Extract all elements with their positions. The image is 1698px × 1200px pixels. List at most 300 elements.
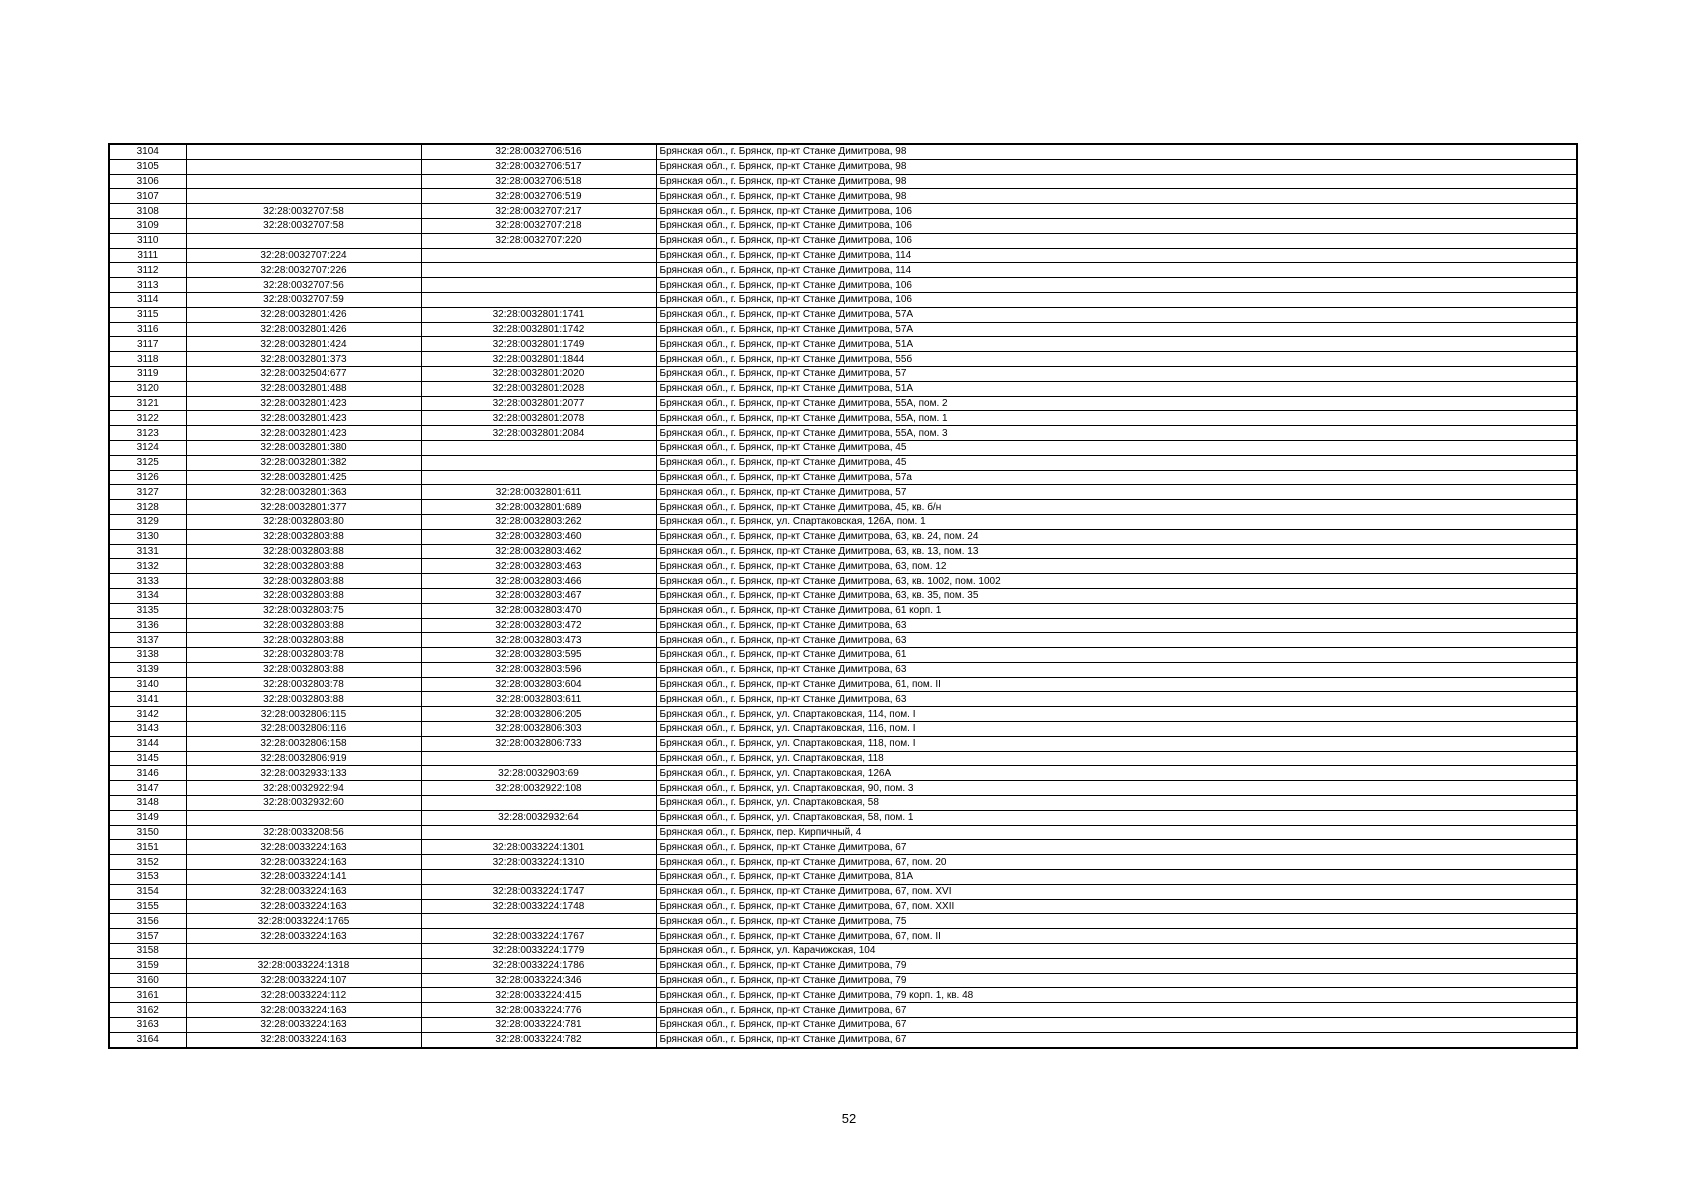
address-cell: Брянская обл., г. Брянск, пр-кт Станке Димитрова, 55б <box>656 352 1577 367</box>
land-cadastral-number-cell: 32:28:0033224:163 <box>186 884 421 899</box>
building-cadastral-number-cell: 32:28:0032803:462 <box>421 544 656 559</box>
row-number-cell: 3108 <box>109 204 186 219</box>
table-row <box>109 603 1577 618</box>
row-number-cell: 3146 <box>109 766 186 781</box>
building-cadastral-number-cell: 32:28:0032801:2077 <box>421 396 656 411</box>
land-cadastral-number-cell: 32:28:0033224:1318 <box>186 958 421 973</box>
address-cell: Брянская обл., г. Брянск, пр-кт Станке Димитрова, 57а <box>656 470 1577 485</box>
land-cadastral-number-cell: 32:28:0032707:58 <box>186 204 421 219</box>
address-cell: Брянская обл., г. Брянск, ул. Спартаковская, 114, пом. I <box>656 707 1577 722</box>
address-cell: Брянская обл., г. Брянск, пр-кт Станке Димитрова, 67, пом. XXII <box>656 899 1577 914</box>
address-cell: Брянская обл., г. Брянск, пр-кт Станке Димитрова, 98 <box>656 144 1577 159</box>
land-cadastral-number-cell: 32:28:0032801:380 <box>186 440 421 455</box>
table-row <box>109 973 1577 988</box>
building-cadastral-number-cell: 32:28:0032801:689 <box>421 500 656 515</box>
land-cadastral-number-cell: 32:28:0032803:75 <box>186 603 421 618</box>
land-cadastral-number-cell: 32:28:0032933:133 <box>186 766 421 781</box>
row-number-cell: 3149 <box>109 810 186 825</box>
address-cell: Брянская обл., г. Брянск, пр-кт Станке Димитрова, 79 <box>656 958 1577 973</box>
row-number-cell: 3112 <box>109 263 186 278</box>
address-cell: Брянская обл., г. Брянск, пр-кт Станке Димитрова, 106 <box>656 292 1577 307</box>
address-cell: Брянская обл., г. Брянск, пр-кт Станке Димитрова, 98 <box>656 189 1577 204</box>
page-number: 52 <box>841 1111 857 1126</box>
land-cadastral-number-cell <box>186 159 421 174</box>
row-number-cell: 3153 <box>109 870 186 885</box>
table-row <box>109 988 1577 1003</box>
land-cadastral-number-cell: 32:28:0033224:163 <box>186 840 421 855</box>
building-cadastral-number-cell <box>421 914 656 929</box>
address-cell: Брянская обл., г. Брянск, пр-кт Станке Димитрова, 63, кв. 35, пом. 35 <box>656 588 1577 603</box>
building-cadastral-number-cell: 32:28:0032706:516 <box>421 144 656 159</box>
land-cadastral-number-cell: 32:28:0032801:373 <box>186 352 421 367</box>
table-row <box>109 692 1577 707</box>
address-cell: Брянская обл., г. Брянск, пр-кт Станке Димитрова, 67 <box>656 1003 1577 1018</box>
land-cadastral-number-cell <box>186 189 421 204</box>
address-cell: Брянская обл., г. Брянск, пр-кт Станке Димитрова, 67 <box>656 1018 1577 1033</box>
table-row <box>109 233 1577 248</box>
land-cadastral-number-cell: 32:28:0032801:425 <box>186 470 421 485</box>
table-row <box>109 1032 1577 1047</box>
row-number-cell: 3107 <box>109 189 186 204</box>
building-cadastral-number-cell: 32:28:0032801:2084 <box>421 426 656 441</box>
row-number-cell: 3122 <box>109 411 186 426</box>
building-cadastral-number-cell <box>421 248 656 263</box>
land-cadastral-number-cell: 32:28:0033224:141 <box>186 870 421 885</box>
row-number-cell: 3151 <box>109 840 186 855</box>
table-row <box>109 263 1577 278</box>
address-cell: Брянская обл., г. Брянск, пр-кт Станке Димитрова, 57 <box>656 366 1577 381</box>
building-cadastral-number-cell: 32:28:0032803:470 <box>421 603 656 618</box>
land-cadastral-number-cell: 32:28:0032803:88 <box>186 574 421 589</box>
land-cadastral-number-cell <box>186 810 421 825</box>
table-row <box>109 278 1577 293</box>
row-number-cell: 3161 <box>109 988 186 1003</box>
row-number-cell: 3140 <box>109 677 186 692</box>
land-cadastral-number-cell: 32:28:0032707:56 <box>186 278 421 293</box>
row-number-cell: 3106 <box>109 174 186 189</box>
row-number-cell: 3163 <box>109 1018 186 1033</box>
land-cadastral-number-cell: 32:28:0032803:78 <box>186 648 421 663</box>
address-cell: Брянская обл., г. Брянск, пр-кт Станке Димитрова, 57 <box>656 485 1577 500</box>
table-row <box>109 366 1577 381</box>
address-cell: Брянская обл., г. Брянск, пр-кт Станке Димитрова, 98 <box>656 174 1577 189</box>
building-cadastral-number-cell: 32:28:0033224:1747 <box>421 884 656 899</box>
building-cadastral-number-cell: 32:28:0032801:2078 <box>421 411 656 426</box>
building-cadastral-number-cell <box>421 292 656 307</box>
address-cell: Брянская обл., г. Брянск, пр-кт Станке Димитрова, 63, кв. 13, пом. 13 <box>656 544 1577 559</box>
land-cadastral-number-cell: 32:28:0032803:88 <box>186 618 421 633</box>
table-row <box>109 810 1577 825</box>
table-row <box>109 470 1577 485</box>
row-number-cell: 3145 <box>109 751 186 766</box>
address-cell: Брянская обл., г. Брянск, пр-кт Станке Димитрова, 51А <box>656 337 1577 352</box>
address-cell: Брянская обл., г. Брянск, пр-кт Станке Димитрова, 55А, пом. 3 <box>656 426 1577 441</box>
land-cadastral-number-cell: 32:28:0032707:59 <box>186 292 421 307</box>
address-cell: Брянская обл., г. Брянск, пр-кт Станке Димитрова, 51А <box>656 381 1577 396</box>
address-cell: Брянская обл., г. Брянск, ул. Спартаковская, 116, пом. I <box>656 722 1577 737</box>
land-cadastral-number-cell: 32:28:0033224:163 <box>186 855 421 870</box>
land-cadastral-number-cell: 32:28:0032707:58 <box>186 218 421 233</box>
address-cell: Брянская обл., г. Брянск, пр-кт Станке Димитрова, 67 <box>656 1032 1577 1047</box>
land-cadastral-number-cell: 32:28:0032801:423 <box>186 426 421 441</box>
land-cadastral-number-cell: 32:28:0033224:163 <box>186 899 421 914</box>
land-cadastral-number-cell: 32:28:0032932:60 <box>186 796 421 811</box>
address-cell: Брянская обл., г. Брянск, пр-кт Станке Димитрова, 81А <box>656 870 1577 885</box>
building-cadastral-number-cell: 32:28:0032932:64 <box>421 810 656 825</box>
address-cell: Брянская обл., г. Брянск, пр-кт Станке Димитрова, 114 <box>656 248 1577 263</box>
row-number-cell: 3113 <box>109 278 186 293</box>
building-cadastral-number-cell <box>421 751 656 766</box>
address-cell: Брянская обл., г. Брянск, ул. Спартаковская, 58 <box>656 796 1577 811</box>
row-number-cell: 3141 <box>109 692 186 707</box>
land-cadastral-number-cell: 32:28:0032801:424 <box>186 337 421 352</box>
address-cell: Брянская обл., г. Брянск, пр-кт Станке Димитрова, 57А <box>656 322 1577 337</box>
row-number-cell: 3164 <box>109 1032 186 1047</box>
land-cadastral-number-cell: 32:28:0033224:163 <box>186 1032 421 1047</box>
row-number-cell: 3127 <box>109 485 186 500</box>
land-cadastral-number-cell: 32:28:0033224:1765 <box>186 914 421 929</box>
building-cadastral-number-cell <box>421 470 656 485</box>
address-cell: Брянская обл., г. Брянск, пр-кт Станке Димитрова, 67, пом. II <box>656 929 1577 944</box>
building-cadastral-number-cell <box>421 263 656 278</box>
address-cell: Брянская обл., г. Брянск, пр-кт Станке Димитрова, 45 <box>656 440 1577 455</box>
table-row <box>109 736 1577 751</box>
table-row <box>109 840 1577 855</box>
building-cadastral-number-cell: 32:28:0032922:108 <box>421 781 656 796</box>
land-cadastral-number-cell: 32:28:0032806:919 <box>186 751 421 766</box>
address-cell: Брянская обл., г. Брянск, пр-кт Станке Димитрова, 63 <box>656 692 1577 707</box>
row-number-cell: 3132 <box>109 559 186 574</box>
building-cadastral-number-cell <box>421 870 656 885</box>
address-cell: Брянская обл., г. Брянск, пр-кт Станке Димитрова, 75 <box>656 914 1577 929</box>
table-row <box>109 944 1577 959</box>
table-row <box>109 292 1577 307</box>
address-cell: Брянская обл., г. Брянск, пр-кт Станке Димитрова, 63 <box>656 618 1577 633</box>
land-cadastral-number-cell <box>186 144 421 159</box>
land-cadastral-number-cell: 32:28:0032707:226 <box>186 263 421 278</box>
table-row <box>109 544 1577 559</box>
building-cadastral-number-cell: 32:28:0033224:776 <box>421 1003 656 1018</box>
building-cadastral-number-cell: 32:28:0032803:466 <box>421 574 656 589</box>
building-cadastral-number-cell: 32:28:0032801:1749 <box>421 337 656 352</box>
row-number-cell: 3124 <box>109 440 186 455</box>
address-cell: Брянская обл., г. Брянск, пр-кт Станке Димитрова, 45 <box>656 455 1577 470</box>
table-row <box>109 648 1577 663</box>
land-cadastral-number-cell: 32:28:0032803:88 <box>186 692 421 707</box>
table-row <box>109 884 1577 899</box>
row-number-cell: 3135 <box>109 603 186 618</box>
land-cadastral-number-cell: 32:28:0032801:426 <box>186 307 421 322</box>
table-row <box>109 204 1577 219</box>
land-cadastral-number-cell <box>186 944 421 959</box>
land-cadastral-number-cell: 32:28:0032806:115 <box>186 707 421 722</box>
building-cadastral-number-cell: 32:28:0032707:220 <box>421 233 656 248</box>
address-cell: Брянская обл., г. Брянск, пр-кт Станке Димитрова, 106 <box>656 233 1577 248</box>
address-cell: Брянская обл., г. Брянск, ул. Спартаковская, 126А <box>656 766 1577 781</box>
table-row <box>109 440 1577 455</box>
table-row <box>109 426 1577 441</box>
address-cell: Брянская обл., г. Брянск, пр-кт Станке Димитрова, 63, кв. 24, пом. 24 <box>656 529 1577 544</box>
table-row <box>109 722 1577 737</box>
table-row <box>109 159 1577 174</box>
table-row <box>109 677 1577 692</box>
building-cadastral-number-cell <box>421 825 656 840</box>
table-row <box>109 322 1577 337</box>
table-row <box>109 633 1577 648</box>
row-number-cell: 3128 <box>109 500 186 515</box>
row-number-cell: 3120 <box>109 381 186 396</box>
land-cadastral-number-cell: 32:28:0032504:677 <box>186 366 421 381</box>
building-cadastral-number-cell: 32:28:0032706:519 <box>421 189 656 204</box>
row-number-cell: 3129 <box>109 514 186 529</box>
building-cadastral-number-cell: 32:28:0032803:463 <box>421 559 656 574</box>
building-cadastral-number-cell: 32:28:0032803:596 <box>421 662 656 677</box>
row-number-cell: 3121 <box>109 396 186 411</box>
address-cell: Брянская обл., г. Брянск, пр-кт Станке Димитрова, 63 <box>656 662 1577 677</box>
building-cadastral-number-cell: 32:28:0033224:346 <box>421 973 656 988</box>
row-number-cell: 3111 <box>109 248 186 263</box>
table-row <box>109 174 1577 189</box>
address-cell: Брянская обл., г. Брянск, пр-кт Станке Димитрова, 98 <box>656 159 1577 174</box>
row-number-cell: 3137 <box>109 633 186 648</box>
row-number-cell: 3158 <box>109 944 186 959</box>
row-number-cell: 3109 <box>109 218 186 233</box>
address-cell: Брянская обл., г. Брянск, пр-кт Станке Димитрова, 55А, пом. 1 <box>656 411 1577 426</box>
row-number-cell: 3117 <box>109 337 186 352</box>
row-number-cell: 3155 <box>109 899 186 914</box>
table-row <box>109 870 1577 885</box>
land-cadastral-number-cell: 32:28:0032801:426 <box>186 322 421 337</box>
land-cadastral-number-cell: 32:28:0033224:112 <box>186 988 421 1003</box>
address-cell: Брянская обл., г. Брянск, пр-кт Станке Димитрова, 45, кв. б/н <box>656 500 1577 515</box>
building-cadastral-number-cell: 32:28:0033224:781 <box>421 1018 656 1033</box>
row-number-cell: 3114 <box>109 292 186 307</box>
address-cell: Брянская обл., г. Брянск, ул. Спартаковская, 58, пом. 1 <box>656 810 1577 825</box>
row-number-cell: 3126 <box>109 470 186 485</box>
land-cadastral-number-cell: 32:28:0032707:224 <box>186 248 421 263</box>
table-row <box>109 781 1577 796</box>
row-number-cell: 3115 <box>109 307 186 322</box>
row-number-cell: 3116 <box>109 322 186 337</box>
register-body <box>109 144 1577 1048</box>
address-cell: Брянская обл., г. Брянск, пер. Кирпичный, 4 <box>656 825 1577 840</box>
land-cadastral-number-cell: 32:28:0032801:363 <box>186 485 421 500</box>
table-row <box>109 825 1577 840</box>
address-cell: Брянская обл., г. Брянск, пр-кт Станке Димитрова, 67 <box>656 840 1577 855</box>
table-row <box>109 662 1577 677</box>
table-row <box>109 574 1577 589</box>
building-cadastral-number-cell: 32:28:0032803:467 <box>421 588 656 603</box>
building-cadastral-number-cell: 32:28:0033224:1779 <box>421 944 656 959</box>
land-cadastral-number-cell <box>186 233 421 248</box>
building-cadastral-number-cell <box>421 455 656 470</box>
row-number-cell: 3136 <box>109 618 186 633</box>
land-cadastral-number-cell <box>186 174 421 189</box>
table-row <box>109 189 1577 204</box>
row-number-cell: 3139 <box>109 662 186 677</box>
row-number-cell: 3105 <box>109 159 186 174</box>
table-row <box>109 529 1577 544</box>
row-number-cell: 3130 <box>109 529 186 544</box>
table-row <box>109 588 1577 603</box>
row-number-cell: 3134 <box>109 588 186 603</box>
row-number-cell: 3148 <box>109 796 186 811</box>
table-row <box>109 248 1577 263</box>
table-row <box>109 796 1577 811</box>
address-cell: Брянская обл., г. Брянск, ул. Карачижская, 104 <box>656 944 1577 959</box>
land-cadastral-number-cell: 32:28:0032801:382 <box>186 455 421 470</box>
building-cadastral-number-cell: 32:28:0033224:1301 <box>421 840 656 855</box>
land-cadastral-number-cell: 32:28:0033224:163 <box>186 1018 421 1033</box>
table-row <box>109 144 1577 159</box>
building-cadastral-number-cell: 32:28:0032803:473 <box>421 633 656 648</box>
building-cadastral-number-cell: 32:28:0033224:1310 <box>421 855 656 870</box>
building-cadastral-number-cell: 32:28:0033224:1767 <box>421 929 656 944</box>
table-row <box>109 485 1577 500</box>
address-cell: Брянская обл., г. Брянск, пр-кт Станке Димитрова, 55А, пом. 2 <box>656 396 1577 411</box>
address-cell: Брянская обл., г. Брянск, пр-кт Станке Димитрова, 106 <box>656 218 1577 233</box>
table-row <box>109 514 1577 529</box>
land-cadastral-number-cell: 32:28:0032803:78 <box>186 677 421 692</box>
building-cadastral-number-cell: 32:28:0032803:460 <box>421 529 656 544</box>
building-cadastral-number-cell <box>421 440 656 455</box>
address-cell: Брянская обл., г. Брянск, ул. Спартаковская, 90, пом. 3 <box>656 781 1577 796</box>
row-number-cell: 3156 <box>109 914 186 929</box>
building-cadastral-number-cell: 32:28:0033224:415 <box>421 988 656 1003</box>
address-cell: Брянская обл., г. Брянск, ул. Спартаковская, 118, пом. I <box>656 736 1577 751</box>
land-cadastral-number-cell: 32:28:0033224:163 <box>186 929 421 944</box>
building-cadastral-number-cell: 32:28:0032903:69 <box>421 766 656 781</box>
address-cell: Брянская обл., г. Брянск, пр-кт Станке Димитрова, 67, пом. XVI <box>656 884 1577 899</box>
land-cadastral-number-cell: 32:28:0032803:88 <box>186 662 421 677</box>
table-row <box>109 766 1577 781</box>
land-cadastral-number-cell: 32:28:0032803:88 <box>186 529 421 544</box>
row-number-cell: 3152 <box>109 855 186 870</box>
address-cell: Брянская обл., г. Брянск, ул. Спартаковская, 118 <box>656 751 1577 766</box>
building-cadastral-number-cell: 32:28:0033224:782 <box>421 1032 656 1047</box>
building-cadastral-number-cell: 32:28:0032707:217 <box>421 204 656 219</box>
building-cadastral-number-cell: 32:28:0032801:611 <box>421 485 656 500</box>
row-number-cell: 3162 <box>109 1003 186 1018</box>
address-cell: Брянская обл., г. Брянск, пр-кт Станке Димитрова, 61 <box>656 648 1577 663</box>
row-number-cell: 3144 <box>109 736 186 751</box>
land-cadastral-number-cell: 32:28:0032801:423 <box>186 396 421 411</box>
building-cadastral-number-cell <box>421 796 656 811</box>
land-cadastral-number-cell: 32:28:0032803:88 <box>186 559 421 574</box>
building-cadastral-number-cell <box>421 278 656 293</box>
address-cell: Брянская обл., г. Брянск, ул. Спартаковская, 126А, пом. 1 <box>656 514 1577 529</box>
table-row <box>109 855 1577 870</box>
table-row <box>109 929 1577 944</box>
building-cadastral-number-cell: 32:28:0032801:1741 <box>421 307 656 322</box>
land-cadastral-number-cell: 32:28:0032803:80 <box>186 514 421 529</box>
row-number-cell: 3159 <box>109 958 186 973</box>
building-cadastral-number-cell: 32:28:0033224:1786 <box>421 958 656 973</box>
table-row <box>109 381 1577 396</box>
address-cell: Брянская обл., г. Брянск, пр-кт Станке Димитрова, 106 <box>656 278 1577 293</box>
land-cadastral-number-cell: 32:28:0032803:88 <box>186 588 421 603</box>
address-cell: Брянская обл., г. Брянск, пр-кт Станке Димитрова, 61 корп. 1 <box>656 603 1577 618</box>
address-cell: Брянская обл., г. Брянск, пр-кт Станке Димитрова, 63 <box>656 633 1577 648</box>
row-number-cell: 3110 <box>109 233 186 248</box>
land-cadastral-number-cell: 32:28:0032803:88 <box>186 544 421 559</box>
property-register-table <box>108 143 1578 1049</box>
building-cadastral-number-cell: 32:28:0032803:611 <box>421 692 656 707</box>
row-number-cell: 3131 <box>109 544 186 559</box>
land-cadastral-number-cell: 32:28:0032801:377 <box>186 500 421 515</box>
row-number-cell: 3142 <box>109 707 186 722</box>
building-cadastral-number-cell: 32:28:0032801:1844 <box>421 352 656 367</box>
table-row <box>109 396 1577 411</box>
land-cadastral-number-cell: 32:28:0032801:423 <box>186 411 421 426</box>
building-cadastral-number-cell: 32:28:0032803:262 <box>421 514 656 529</box>
table-row <box>109 618 1577 633</box>
address-cell: Брянская обл., г. Брянск, пр-кт Станке Димитрова, 79 <box>656 973 1577 988</box>
row-number-cell: 3157 <box>109 929 186 944</box>
address-cell: Брянская обл., г. Брянск, пр-кт Станке Димитрова, 63, кв. 1002, пом. 1002 <box>656 574 1577 589</box>
land-cadastral-number-cell: 32:28:0033224:163 <box>186 1003 421 1018</box>
table-row <box>109 1003 1577 1018</box>
row-number-cell: 3123 <box>109 426 186 441</box>
building-cadastral-number-cell: 32:28:0032803:604 <box>421 677 656 692</box>
row-number-cell: 3147 <box>109 781 186 796</box>
land-cadastral-number-cell: 32:28:0032803:88 <box>186 633 421 648</box>
row-number-cell: 3150 <box>109 825 186 840</box>
table-row <box>109 958 1577 973</box>
building-cadastral-number-cell: 32:28:0033224:1748 <box>421 899 656 914</box>
table-row <box>109 707 1577 722</box>
table-row <box>109 337 1577 352</box>
building-cadastral-number-cell: 32:28:0032806:303 <box>421 722 656 737</box>
land-cadastral-number-cell: 32:28:0032922:94 <box>186 781 421 796</box>
land-cadastral-number-cell: 32:28:0033208:56 <box>186 825 421 840</box>
land-cadastral-number-cell: 32:28:0032806:158 <box>186 736 421 751</box>
address-cell: Брянская обл., г. Брянск, пр-кт Станке Димитрова, 57А <box>656 307 1577 322</box>
row-number-cell: 3104 <box>109 144 186 159</box>
row-number-cell: 3160 <box>109 973 186 988</box>
building-cadastral-number-cell: 32:28:0032706:518 <box>421 174 656 189</box>
building-cadastral-number-cell: 32:28:0032806:205 <box>421 707 656 722</box>
row-number-cell: 3133 <box>109 574 186 589</box>
table-row <box>109 411 1577 426</box>
address-cell: Брянская обл., г. Брянск, пр-кт Станке Димитрова, 114 <box>656 263 1577 278</box>
table-row <box>109 751 1577 766</box>
row-number-cell: 3143 <box>109 722 186 737</box>
table-row <box>109 500 1577 515</box>
land-cadastral-number-cell: 32:28:0033224:107 <box>186 973 421 988</box>
address-cell: Брянская обл., г. Брянск, пр-кт Станке Димитрова, 106 <box>656 204 1577 219</box>
land-cadastral-number-cell: 32:28:0032801:488 <box>186 381 421 396</box>
address-cell: Брянская обл., г. Брянск, пр-кт Станке Димитрова, 67, пом. 20 <box>656 855 1577 870</box>
building-cadastral-number-cell: 32:28:0032707:218 <box>421 218 656 233</box>
address-cell: Брянская обл., г. Брянск, пр-кт Станке Димитрова, 61, пом. II <box>656 677 1577 692</box>
table-row <box>109 455 1577 470</box>
building-cadastral-number-cell: 32:28:0032801:2028 <box>421 381 656 396</box>
building-cadastral-number-cell: 32:28:0032803:472 <box>421 618 656 633</box>
table-row <box>109 914 1577 929</box>
table-row <box>109 218 1577 233</box>
row-number-cell: 3119 <box>109 366 186 381</box>
table-row <box>109 559 1577 574</box>
land-cadastral-number-cell: 32:28:0032806:116 <box>186 722 421 737</box>
table-row <box>109 307 1577 322</box>
row-number-cell: 3138 <box>109 648 186 663</box>
row-number-cell: 3118 <box>109 352 186 367</box>
row-number-cell: 3125 <box>109 455 186 470</box>
building-cadastral-number-cell: 32:28:0032803:595 <box>421 648 656 663</box>
building-cadastral-number-cell: 32:28:0032706:517 <box>421 159 656 174</box>
building-cadastral-number-cell: 32:28:0032806:733 <box>421 736 656 751</box>
